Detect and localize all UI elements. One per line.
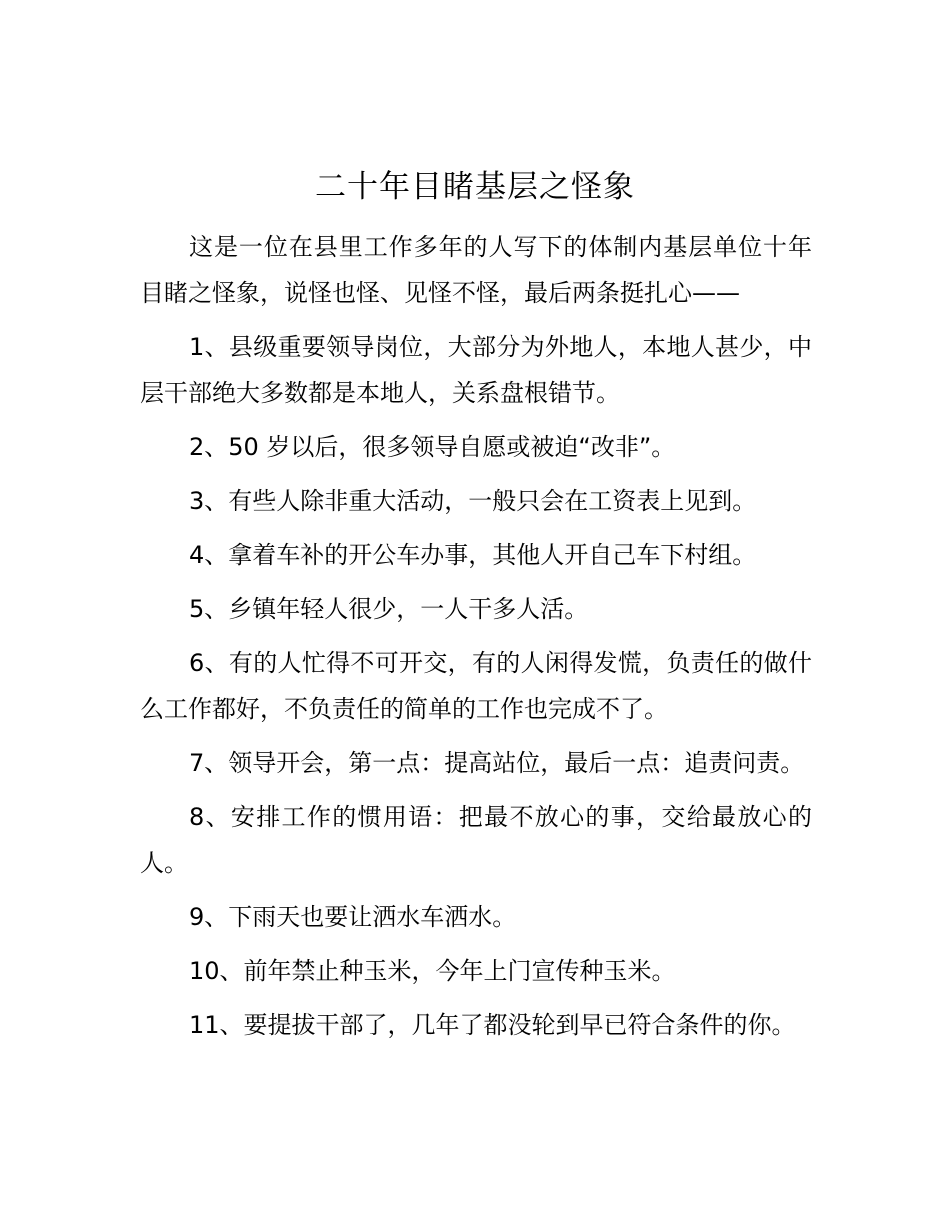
list-item: 5、乡镇年轻人很少，一人干多人活。 [189, 595, 589, 623]
list-item: 6、有的人忙得不可开交，有的人闲得发慌，负责任的做什么工作都好，不负责任的简单的工作也完成不了。 [140, 649, 812, 723]
intro-paragraph: 这是一位在县里工作多年的人写下的体制内基层单位十年目睹之怪象，说怪也怪、见怪不怪，最后两条挺扎心—— [140, 233, 812, 307]
document-title: 二十年目睹基层之怪象 [315, 169, 635, 205]
list-item: 3、有些人除非重大活动，一般只会在工资表上见到。 [189, 487, 757, 515]
list-item: 1、县级重要领导岗位，大部分为外地人，本地人甚少，中层干部绝大多数都是本地人，关系盘根错节。 [140, 333, 812, 407]
list-item: 10、前年禁止种玉米，今年上门宣传种玉米。 [189, 957, 676, 985]
list-item: 11、要提拔干部了，几年了都没轮到早已符合条件的你。 [189, 1011, 796, 1039]
list-item: 7、领导开会，第一点：提高站位，最后一点：追责问责。 [189, 749, 805, 777]
list-item: 4、拿着车补的开公车办事，其他人开自己车下村组。 [189, 541, 757, 569]
document-body [140, 224, 812, 1056]
list-item: 9、下雨天也要让洒水车洒水。 [189, 903, 517, 931]
list-item: 8、安排工作的惯用语：把最不放心的事，交给最放心的人。 [140, 803, 812, 877]
list-item: 2、50 岁以后，很多领导自愿或被迫“改非”。 [189, 433, 676, 461]
